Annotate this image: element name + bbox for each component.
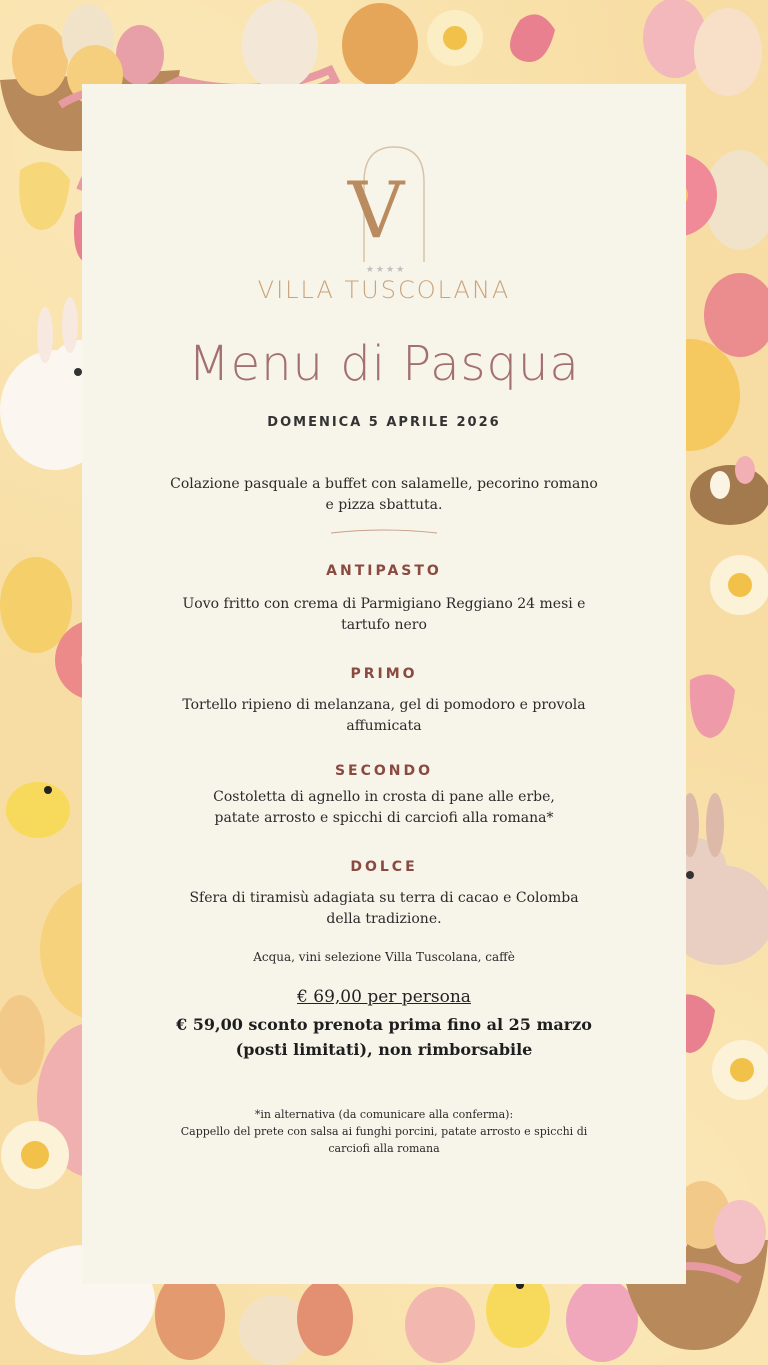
logo-arch-icon — [334, 142, 434, 272]
daffodil-icon — [1, 1121, 69, 1189]
section-heading-secondo: SECONDO — [334, 763, 434, 779]
egg-icon — [342, 3, 418, 87]
egg-icon — [566, 1278, 638, 1362]
egg-icon — [694, 8, 762, 96]
page-title: Menu di Pasqua — [188, 336, 580, 392]
dish-secondo: Costoletta di agnello in crosta di pane alle erbe, patate arrosto e spicchi di carciofi alla romana* — [213, 789, 555, 826]
dish-antipasto: Uovo fritto con crema di Parmigiano Reggiano 24 mesi e tartufo nero — [182, 596, 586, 633]
svg-text:★★★★: ★★★★ — [365, 265, 407, 272]
ornament-divider — [82, 522, 686, 541]
nest-icon — [690, 456, 768, 525]
event-date: DOMENICA 5 APRILE 2026 — [267, 415, 501, 430]
section-heading-antipasto: ANTIPASTO — [326, 563, 442, 579]
tulip-icon — [19, 162, 70, 230]
breakfast-description: Colazione pasquale a buffet con salamelle, pecorino romano e pizza sbattuta. — [170, 476, 598, 513]
drinks-line: Acqua, vini selezione Villa Tuscolana, caffè — [253, 950, 515, 964]
villa-name: VILLA TUSCOLANA — [257, 276, 511, 304]
egg-icon — [242, 0, 318, 90]
note-line-1: *in alternativa (da comunicare alla conferma): — [254, 1108, 514, 1121]
menu-card — [82, 84, 686, 1284]
dish-dolce: Sfera di tiramisù adagiata su terra di cacao e Colomba della tradizione. — [189, 890, 579, 927]
early-booking-discount: € 59,00 sconto prenota prima fino al 25 marzo (posti limitati), non rimborsabile — [176, 1015, 592, 1059]
section-heading-dolce: DOLCE — [350, 859, 418, 875]
tulip-icon — [510, 14, 555, 62]
price-text: € 69,00 per persona — [297, 987, 471, 1007]
egg-icon — [704, 273, 768, 357]
daffodil-icon — [710, 555, 768, 615]
dish-primo: Tortello ripieno di melanzana, gel di pomodoro e provola affumicata — [182, 697, 586, 734]
note-line-2: Cappello del prete con salsa ai funghi porcini, patate arrosto e spicchi di carciofi alla romana — [180, 1125, 588, 1155]
daffodil-icon — [427, 10, 483, 66]
villa-logo — [82, 142, 686, 276]
egg-icon — [0, 995, 45, 1085]
daffodil-icon — [712, 1040, 768, 1100]
egg-icon — [0, 557, 72, 653]
egg-icon — [405, 1287, 475, 1363]
section-heading-primo: PRIMO — [350, 666, 418, 682]
egg-icon — [297, 1280, 353, 1356]
alternative-note — [82, 1106, 686, 1157]
tulip-icon — [690, 674, 735, 738]
chick-icon — [6, 782, 70, 838]
svg-text:V: V — [347, 166, 405, 256]
price — [82, 987, 686, 1007]
